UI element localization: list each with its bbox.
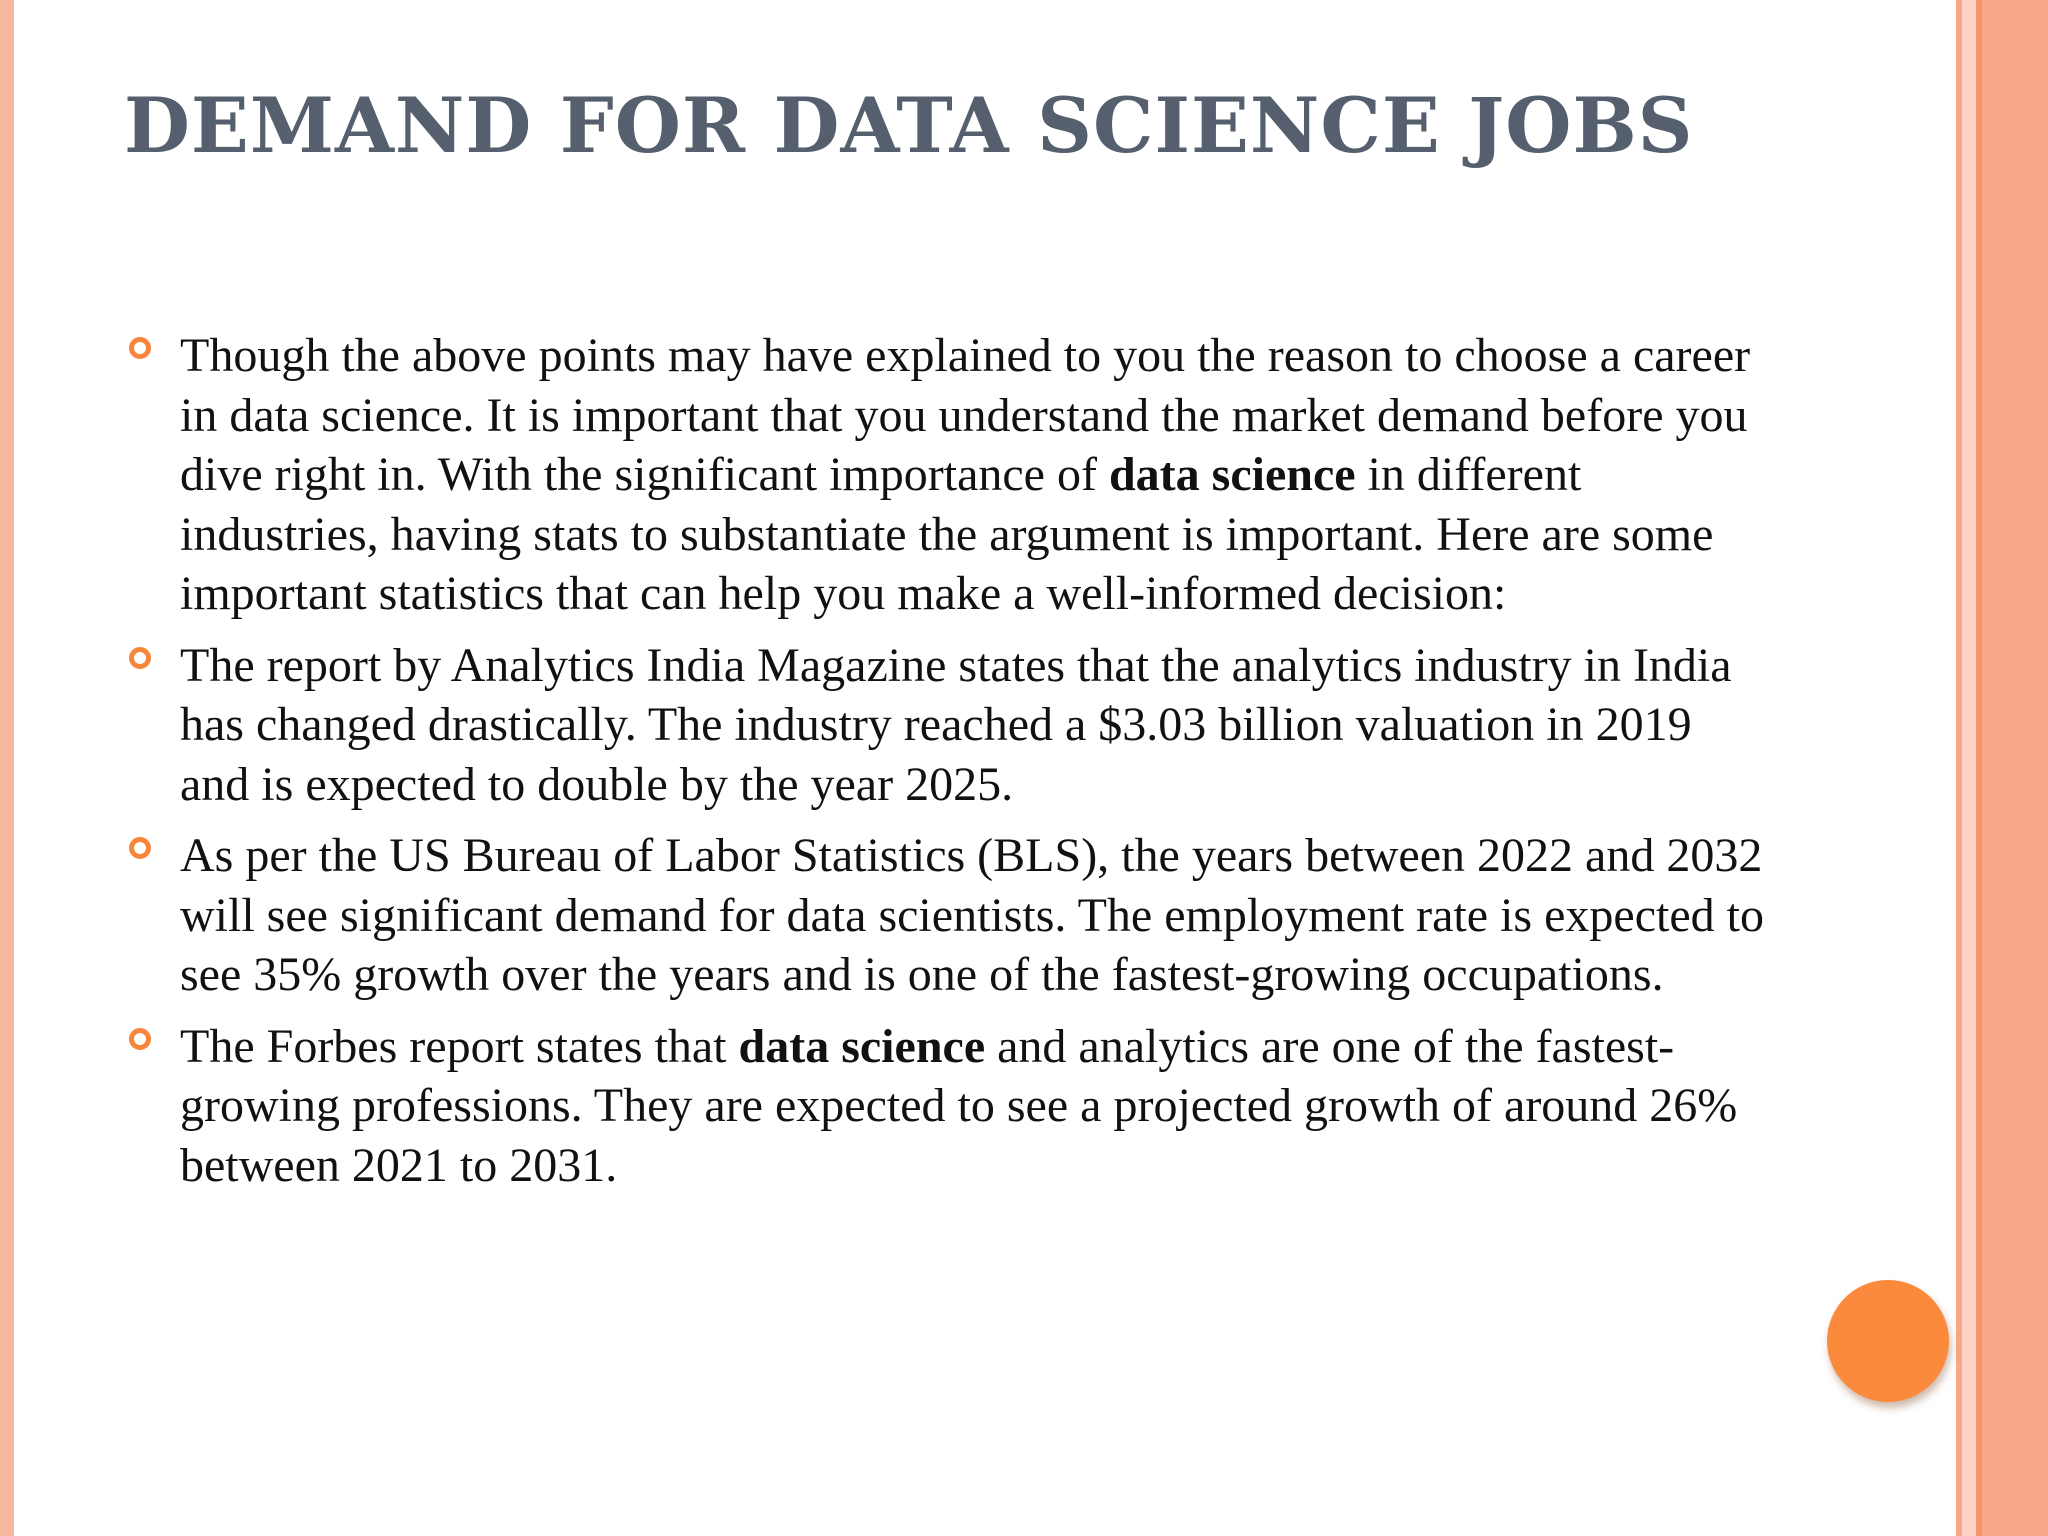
bullet-text-continued: and analytics are one of the fastest-growing professions. They are expected to see a projected growth of around 26% between 2021 to 2031.: [180, 1019, 1738, 1192]
ring-bullet-icon: [128, 646, 152, 670]
ring-bullet-icon: [128, 1027, 152, 1051]
bullet-list: [128, 326, 1768, 1207]
bullet-text: As per the US Bureau of Labor Statistics (BLS), the years between 2022 and 2032 will see significant demand for data scientists. The employment rate is expected to see 35% growth over the years and is one of the fastest-growing occupations.: [180, 829, 1764, 1001]
bullet-item: [128, 326, 1768, 624]
bullet-item: [128, 636, 1768, 815]
bullet-text: The Forbes report states that: [180, 1019, 739, 1073]
bullet-item: [128, 826, 1768, 1005]
bullet-item: [128, 1017, 1768, 1196]
bullet-bold-text: data science: [1108, 448, 1356, 501]
ring-bullet-icon: [128, 336, 152, 360]
bullet-text: Though the above points may have explained to you the reason to choose a career in data science. It is important that you understand the market demand before you dive right in. With the significant importance of: [180, 329, 1751, 501]
bullet-text-continued: in different industries, having stats to substantiate the argument is important. Here are some important statistics that can help you make a well-informed decision:: [180, 448, 1714, 620]
right-stripe-light: [1962, 0, 1976, 1536]
orange-accent-circle: [1827, 1280, 1949, 1402]
right-border-stripes: [1956, 0, 2048, 1536]
bullet-bold-text: data science: [738, 1019, 986, 1073]
ring-bullet-icon: [128, 836, 152, 860]
slide-title: DEMAND FOR DATA SCIENCE JOBS: [124, 81, 1694, 170]
left-border-stripe: [0, 0, 14, 1536]
bullet-text: The report by Analytics India Magazine states that the analytics industry in India has changed drastically. The industry reached a $3.03 billion valuation in 2019 and is expected to double by the year 2025.: [180, 638, 1732, 811]
right-stripe-wide: [1982, 0, 2048, 1536]
